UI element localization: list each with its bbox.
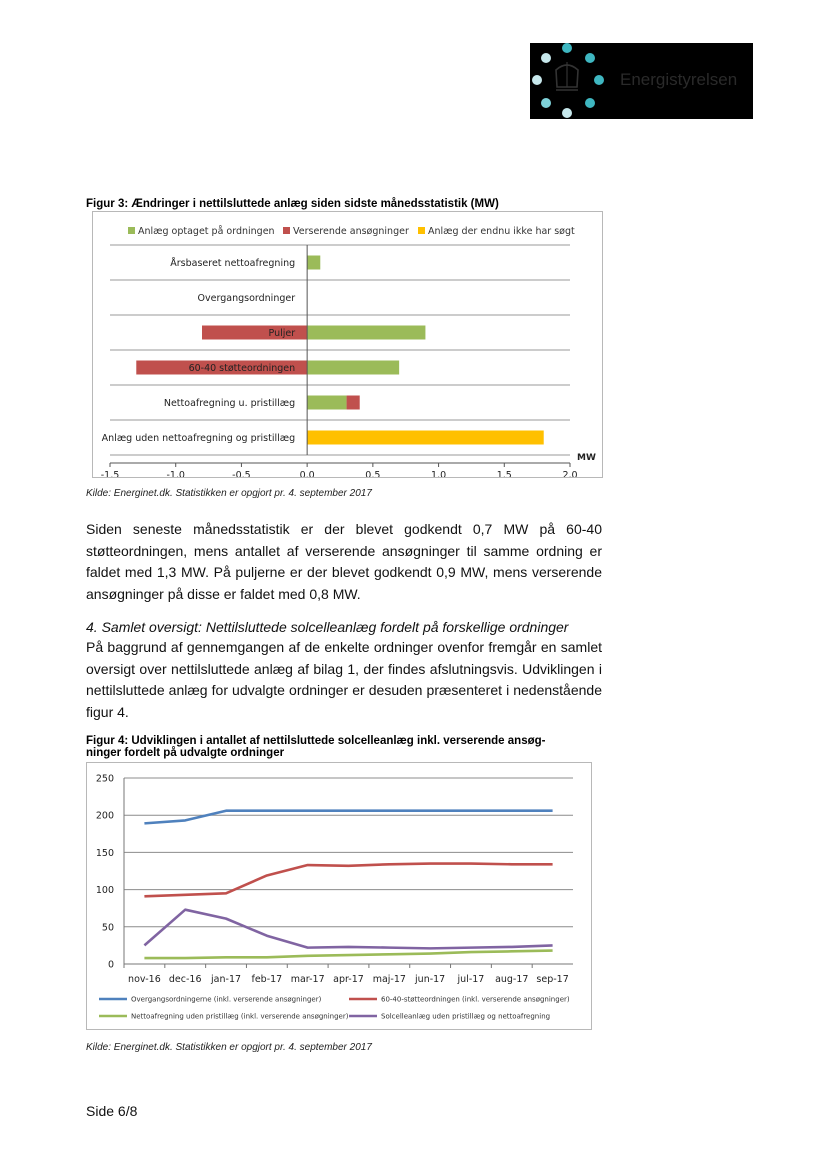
- figure4-caption: [86, 735, 606, 759]
- legend-label: 60-40-støtteordningen (inkl. verserende ansøgninger): [381, 995, 570, 1004]
- y-tick-label: 200: [95, 810, 114, 822]
- category-label: Anlæg uden nettoafregning og pristillæg: [101, 433, 296, 444]
- figure4-caption-line: Figur 4: Udviklingen i antallet af nettilsluttede solcelleanlæg inkl. verserende ansøg-: [86, 735, 546, 747]
- series-line: [144, 951, 552, 958]
- y-tick-label: 100: [95, 885, 114, 897]
- x-tick-label: apr-17: [333, 974, 364, 985]
- x-tick-label: 0,0: [299, 470, 315, 477]
- legend-swatch: [418, 227, 425, 234]
- x-tick-label: jun-17: [415, 974, 446, 985]
- figure4-source: Kilde: Energinet.dk. Statistikken er opgjort pr. 4. september 2017: [86, 1042, 372, 1053]
- x-tick-label: aug-17: [495, 974, 529, 985]
- paragraph-1-line: Siden seneste månedsstatistik er der blevet godkendt 0,7 MW på 60-40: [86, 521, 602, 537]
- section-heading: 4. Samlet oversigt: Nettilsluttede solcelleanlæg fordelt på forskellige ordninger: [86, 619, 569, 635]
- category-label: Puljer: [268, 328, 296, 339]
- paragraph-1-line: støtteordningen, mens antallet af verserende ansøgninger til samme ordning er: [86, 542, 602, 559]
- x-tick-label: 0,5: [365, 470, 381, 477]
- x-tick-label: nov-16: [128, 974, 161, 985]
- category-label: Årsbaseret nettoafregning: [170, 258, 296, 269]
- y-tick-label: 150: [95, 847, 114, 859]
- x-tick-label: -0,5: [232, 470, 251, 477]
- paragraph-2-line: På baggrund af gennemgangen af de enkelte ordninger ovenfor fremgår en samlet: [86, 639, 602, 655]
- x-tick-label: -1,5: [100, 470, 120, 477]
- bar: [307, 256, 320, 270]
- figure3-caption: Figur 3: Ændringer i nettilsluttede anlæg siden sidste månedsstatistik (MW): [86, 198, 499, 210]
- legend-swatch: [283, 227, 290, 234]
- figure4-line-chart: [87, 763, 591, 1029]
- series-line: [144, 811, 552, 824]
- series-line: [144, 864, 552, 897]
- paragraph-2-line: nettilsluttede anlæg for udvalgte ordninger er desuden præsenteret i nedenstående: [86, 682, 602, 698]
- y-tick-label: 250: [95, 773, 114, 785]
- bar: [307, 361, 399, 375]
- legend-label: Nettoafregning uden pristillæg (inkl. verserende ansøgninger): [131, 1012, 349, 1021]
- x-tick-label: -1,0: [166, 470, 185, 477]
- x-tick-label: 2,0: [562, 470, 578, 477]
- x-tick-label: sep-17: [536, 974, 569, 985]
- category-label: Nettoafregning u. pristillæg: [163, 398, 296, 409]
- figure3-source: Kilde: Energinet.dk. Statistikken er opgjort pr. 4. september 2017: [86, 488, 372, 499]
- bar: [347, 396, 360, 410]
- paragraph-2: [86, 637, 602, 723]
- figure3-chart-frame: [92, 211, 603, 478]
- paragraph-2-line: figur 4.: [86, 703, 129, 720]
- figure4-caption-line: ninger fordelt på udvalgte ordninger: [86, 747, 285, 759]
- page-number: Side 6/8: [86, 1103, 138, 1119]
- legend-label: Anlæg optaget på ordningen: [138, 226, 275, 237]
- x-tick-label: mar-17: [290, 974, 325, 985]
- paragraph-2-line: oversigt over nettilsluttede anlæg af bilag 1, der findes afslutningsvis. Udviklingen i: [86, 660, 602, 677]
- logo-text: Energistyrelsen: [620, 70, 738, 89]
- legend-label: Verserende ansøgninger: [293, 226, 409, 237]
- y-tick-label: 0: [107, 959, 114, 971]
- x-tick-label: jul-17: [457, 974, 485, 985]
- bar: [307, 396, 346, 410]
- figure4-chart-frame: [86, 762, 592, 1030]
- bar: [307, 326, 425, 340]
- x-tick-label: feb-17: [251, 974, 283, 985]
- y-tick-label: 50: [101, 922, 114, 934]
- category-label: Overgangsordninger: [197, 293, 296, 304]
- x-tick-label: jan-17: [211, 974, 242, 985]
- crown-logo-icon: [530, 43, 620, 119]
- legend-label: Solcelleanlæg uden pristillæg og nettoafregning: [381, 1012, 551, 1021]
- series-line: [144, 910, 552, 949]
- category-label: 60-40 støtteordningen: [188, 363, 296, 374]
- x-tick-label: dec-16: [168, 974, 202, 985]
- paragraph-1-line: faldet med 1,3 MW. På puljerne er der blevet godkendt 0,9 MW, mens verserende: [86, 564, 602, 580]
- energistyrelsen-logo: [530, 43, 753, 119]
- paragraph-1: [86, 519, 602, 605]
- legend-swatch: [128, 227, 135, 234]
- x-axis-unit: MW: [577, 453, 596, 463]
- x-tick-label: 1,5: [496, 470, 512, 477]
- legend-label: Overgangsordningerne (inkl. verserende ansøgninger): [131, 995, 322, 1004]
- bar: [307, 431, 544, 445]
- paragraph-1-line: ansøgninger på disse er faldet med 0,8 MW.: [86, 585, 361, 602]
- figure3-bar-chart: [93, 212, 602, 477]
- legend-label: Anlæg der endnu ikke har søgt: [428, 226, 575, 237]
- x-tick-label: maj-17: [372, 974, 406, 985]
- x-tick-label: 1,0: [431, 470, 447, 477]
